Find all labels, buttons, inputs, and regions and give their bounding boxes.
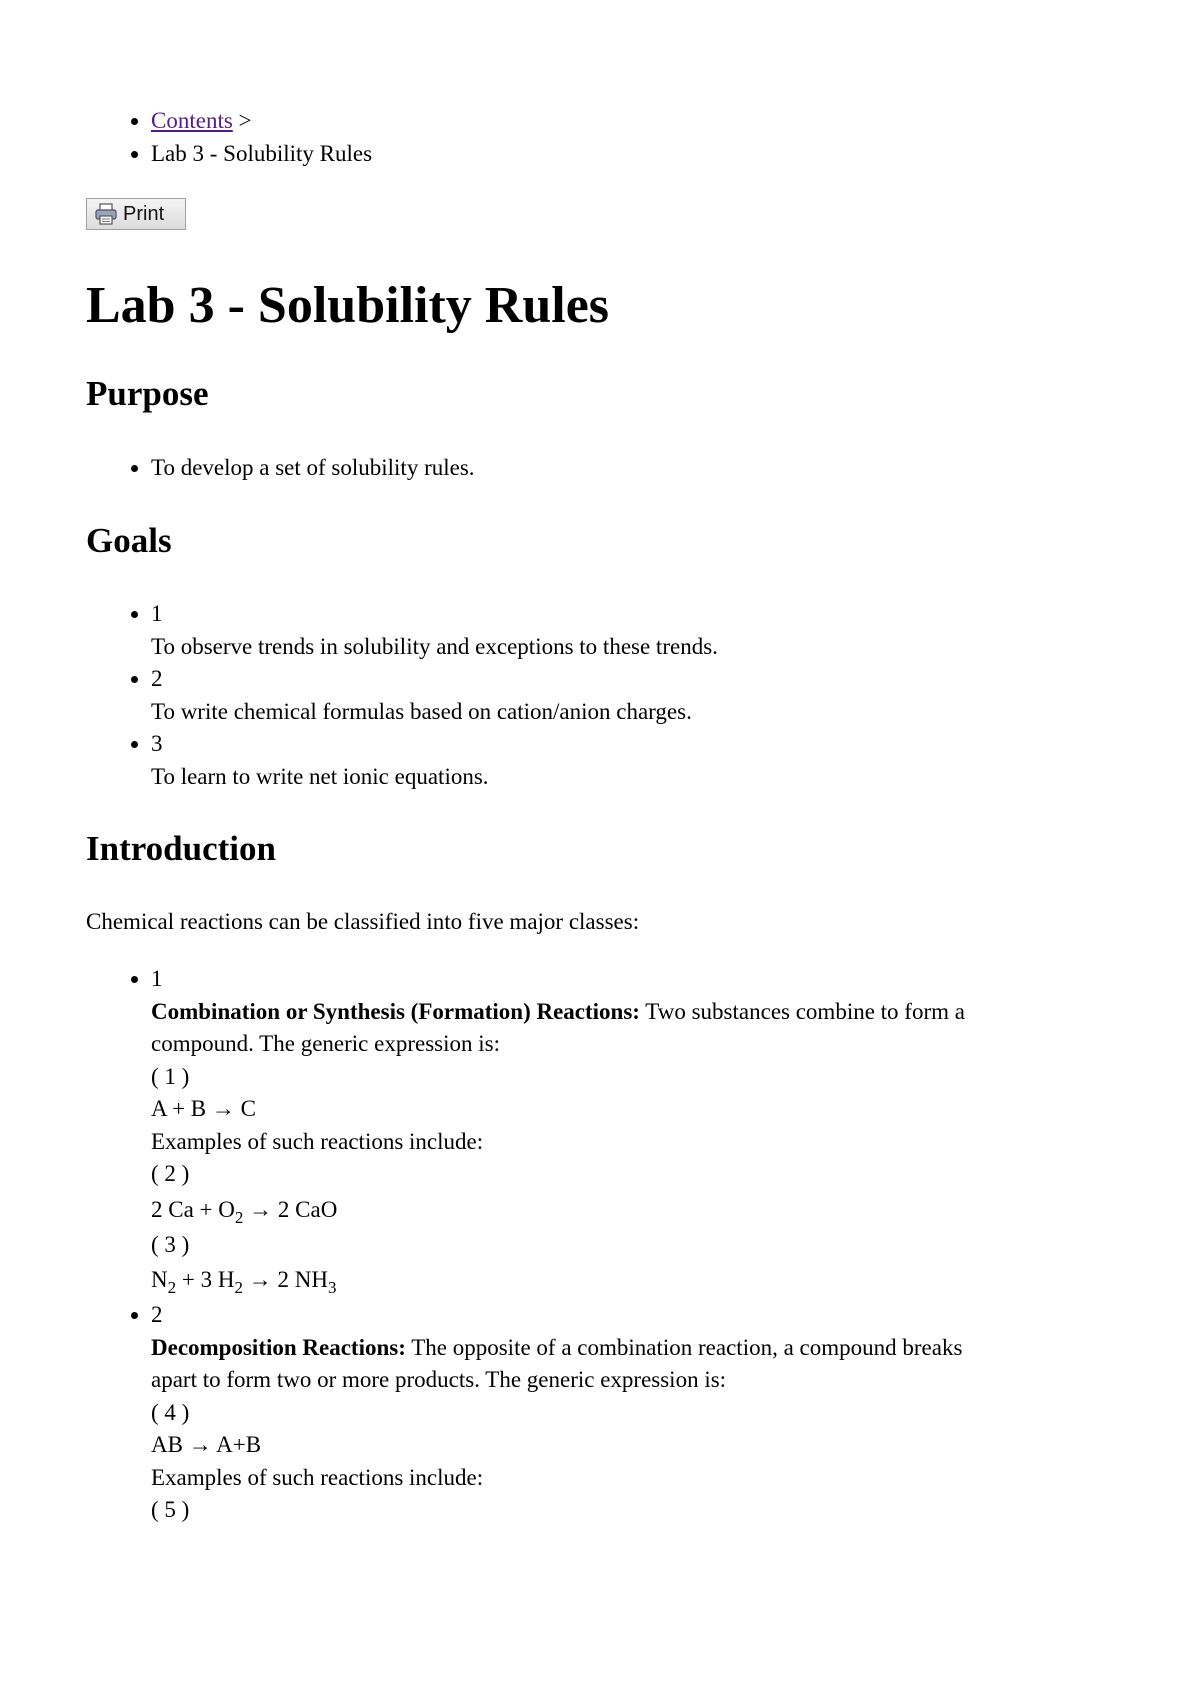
equation-label: ( 5 ) — [151, 1497, 190, 1522]
breadcrumb — [86, 104, 372, 170]
introduction-lead: Chemical reactions can be classified into five major classes: — [86, 909, 640, 934]
goal-number: • 3 — [151, 731, 163, 756]
equation: AB → A+B — [151, 1432, 262, 1457]
purpose-list — [86, 452, 1151, 485]
breadcrumb-item-contents — [151, 104, 372, 137]
reaction-description: Decomposition Reactions: The opposite of a combination reaction, a compound breaks — [151, 1334, 963, 1360]
reaction-class-item — [151, 963, 1151, 1299]
print-button[interactable] — [86, 198, 186, 230]
goal-text: To learn to write net ionic equations. — [151, 763, 489, 789]
goals-list — [86, 598, 1151, 793]
introduction-heading: Introduction — [86, 829, 276, 868]
contents-link[interactable]: Contents — [151, 108, 233, 133]
equation: 2 $Ca + O_2 \to 2$ CaO — [151, 1196, 338, 1227]
reaction-description: Combination or Synthesis (Formation) Reactions: Two substances combine to form a — [151, 998, 965, 1024]
reaction-number: • 2 — [151, 1302, 163, 1327]
page-title: Lab 3 - Solubility Rules — [86, 277, 610, 334]
goal-text: To write chemical formulas based on cation/anion charges. — [151, 698, 692, 724]
goal-number: • 1 — [151, 601, 163, 626]
reaction-title: Decomposition Reactions: — [151, 1334, 406, 1360]
reaction-description-cont: apart to form two or more products. The generic expression is: — [151, 1367, 727, 1392]
reaction-class-item — [151, 1299, 1151, 1527]
reaction-description-cont: compound. The generic expression is: — [151, 1031, 500, 1056]
purpose-heading: Purpose — [86, 374, 209, 413]
equation: $N_2 + 3$ $H_2 \to 2$ $NH_3$ — [151, 1267, 337, 1297]
printer-icon — [94, 203, 118, 225]
reaction-number: • 1 — [151, 966, 163, 991]
equation-label: ( 3 ) — [151, 1231, 190, 1257]
examples-label: Examples of such reactions include: — [151, 1464, 484, 1490]
equation-label: ( 4 ) — [151, 1399, 190, 1425]
examples-label: Examples of such reactions include: — [151, 1128, 484, 1154]
breadcrumb-separator: > — [232, 108, 252, 133]
goal-item — [151, 728, 1151, 793]
reaction-title: Combination or Synthesis (Formation) Reactions: — [151, 998, 640, 1024]
goals-heading: Goals — [86, 521, 172, 560]
equation: A + B → C — [151, 1096, 256, 1121]
purpose-item: • To develop a set of solubility rules. — [151, 452, 1151, 485]
goal-item — [151, 663, 1151, 728]
equation-label: ( 2 ) — [151, 1161, 190, 1186]
goal-number: • 2 — [151, 666, 163, 691]
reaction-class-list — [86, 963, 1151, 1527]
breadcrumb-item-current: • Lab 3 - Solubility Rules — [151, 137, 372, 170]
equation-label: ( 1 ) — [151, 1063, 190, 1089]
goal-text: To observe trends in solubility and exceptions to these trends. — [151, 633, 718, 659]
goal-item — [151, 598, 1151, 663]
print-label: Print — [123, 202, 165, 225]
